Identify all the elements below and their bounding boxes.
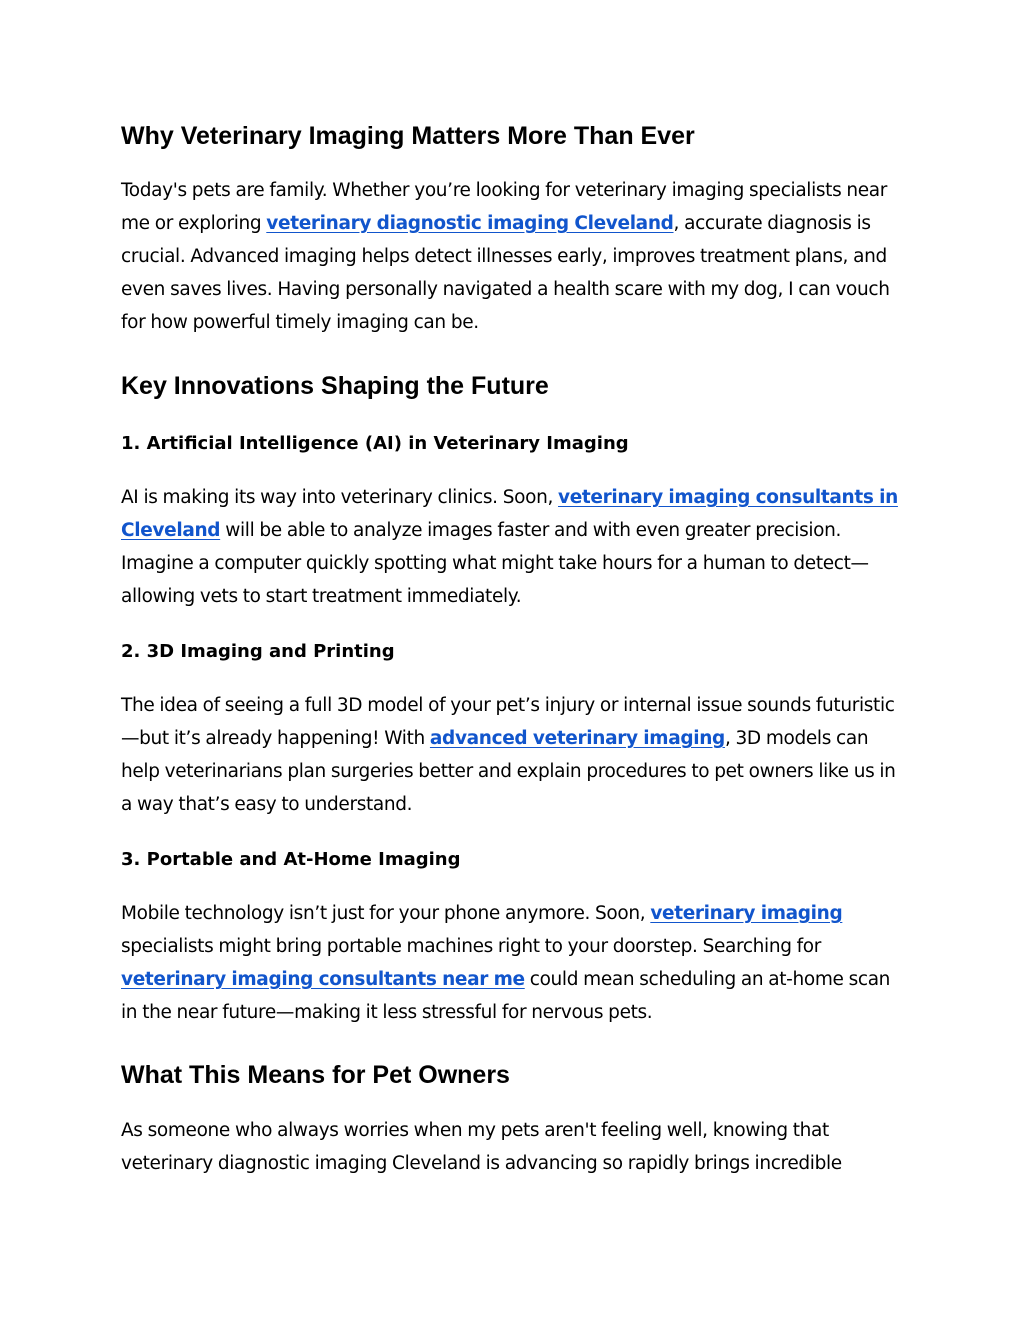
- link-veterinary-imaging-consultants-near-me[interactable]: veterinary imaging consultants near me: [121, 969, 525, 990]
- paragraph-3d: The idea of seeing a full 3D model of your pet’s injury or internal issue sounds futuristic—but it’s already happening! With advanced veterinary imaging, 3D models can help veterinarians plan surgeries better and explain procedures to pet owners like us in a way that’s easy to understand.: [121, 695, 896, 815]
- link-veterinary-imaging-consultants-cleveland[interactable]: veterinary imaging consultants in Cleveland: [121, 487, 898, 541]
- paragraph-pet-owners: As someone who always worries when my pets aren't feeling well, knowing that veterinary diagnostic imaging Cleveland is advancing so rapidly brings incredible: [121, 1120, 842, 1174]
- heading-key-innovations: Key Innovations Shaping the Future: [121, 372, 549, 400]
- heading-what-this-means: What This Means for Pet Owners: [121, 1061, 510, 1089]
- link-advanced-veterinary-imaging[interactable]: advanced veterinary imaging: [429, 728, 725, 749]
- link-veterinary-diagnostic-imaging-cleveland[interactable]: veterinary diagnostic imaging Cleveland: [266, 213, 674, 234]
- subheading-3d-imaging: 2. 3D Imaging and Printing: [121, 641, 395, 662]
- subheading-portable-imaging: 3. Portable and At-Home Imaging: [121, 849, 461, 870]
- link-veterinary-imaging[interactable]: veterinary imaging: [650, 903, 843, 924]
- paragraph-intro: Today's pets are family. Whether you’re looking for veterinary imaging specialists near me or exploring veterinary diagnostic imaging Cleveland, accurate diagnosis is crucial. Advanced imaging helps detect illnesses early, improves treatment plans, and even saves lives. Having personally navigated a health scare with my dog, I can vouch for how powerful timely imaging can be.: [121, 180, 890, 333]
- subheading-ai-imaging: 1. Artificial Intelligence (AI) in Veterinary Imaging: [121, 433, 629, 454]
- heading-why-imaging-matters: Why Veterinary Imaging Matters More Than Ever: [121, 122, 695, 150]
- paragraph-ai: AI is making its way into veterinary clinics. Soon, veterinary imaging consultants in Cleveland will be able to analyze images faster and with even greater precision. Imagine a computer quickly spotting what might take hours for a human to detect—allowing vets to start treatment immediately.: [121, 487, 898, 607]
- paragraph-portable: Mobile technology isn’t just for your phone anymore. Soon, veterinary imaging specialists might bring portable machines right to your doorstep. Searching for veterinary imaging consultants near me could mean scheduling an at-home scan in the near future—making it less stressful for nervous pets.: [121, 903, 891, 1023]
